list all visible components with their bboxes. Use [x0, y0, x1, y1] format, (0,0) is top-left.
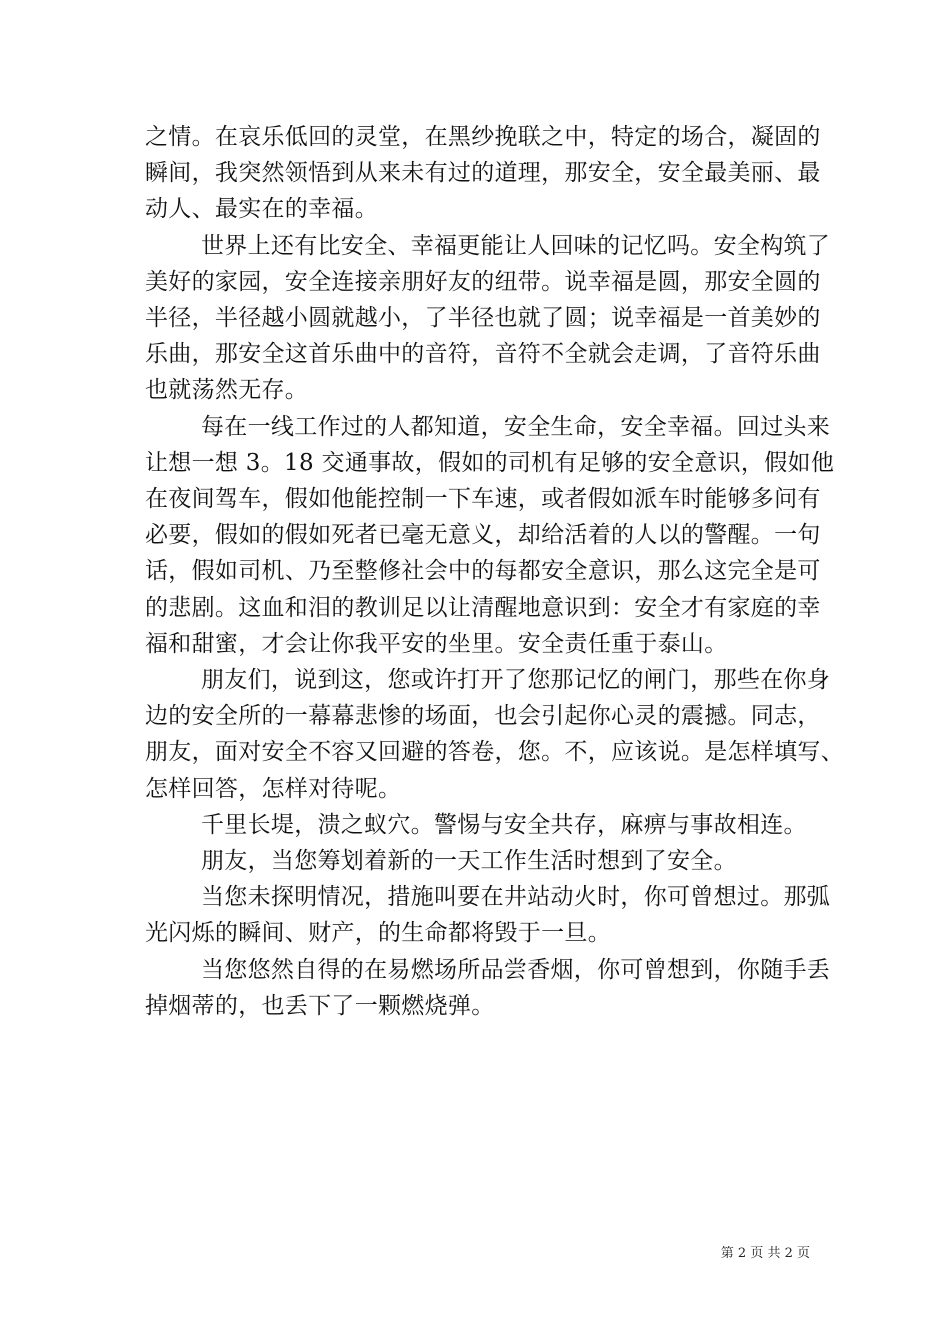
- text-line: 怎样回答，怎样对待呢。: [145, 775, 402, 802]
- text-line: 也就荡然无存。: [145, 377, 309, 404]
- text-line: 乐曲，那安全这首乐曲中的音符，音符不全就会走调，了音符乐曲: [145, 341, 821, 368]
- text-line: 边的安全所的一幕幕悲惨的场面，也会引起你心灵的震撼。同志，: [145, 703, 821, 730]
- text-line: 福和甜蜜，才会让你我平安的坐里。安全责任重于泰山。: [145, 630, 728, 657]
- text-line: 世界上还有比安全、幸福更能让人回味的记忆吗。安全构筑了: [201, 232, 831, 259]
- text-line: 千里长堤，溃之蚁穴。警惕与安全共存，麻痹与事故相连。: [201, 811, 807, 838]
- text-line: 动人、最实在的幸福。: [145, 196, 378, 223]
- paragraph-8: [145, 952, 831, 1024]
- text-line: 让想一想 3。18 交通事故，假如的司机有足够的安全意识，假如他: [145, 449, 835, 476]
- paragraph-2: [145, 228, 831, 409]
- text-line: 之情。在哀乐低回的灵堂，在黑纱挽联之中，特定的场合，凝固的: [145, 124, 821, 150]
- text-line: 半径，半径越小圆就越小，了半径也就了圆；说幸福是一首美妙的: [145, 305, 821, 332]
- paragraph-5: [145, 807, 813, 843]
- text-line: 朋友，当您筹划着新的一天工作生活时想到了安全。: [201, 848, 737, 875]
- page-number-footer: 第 2 页 共 2 页: [720, 1246, 810, 1261]
- text-line: 美好的家园，安全连接亲朋好友的纽带。说幸福是圆，那安全圆的: [145, 268, 821, 295]
- text-line: 光闪烁的瞬间、财产，的生命都将毁于一旦。: [145, 920, 611, 947]
- text-line: 每在一线工作过的人都知道，安全生命，安全幸福。回过头来: [201, 413, 831, 440]
- text-line: 朋友，面对安全不容又回避的答卷，您。不，应该说。是怎样填写、: [145, 739, 844, 766]
- text-line: 必要，假如的假如死者已毫无意义，却给活着的人以的警醒。一句: [145, 522, 821, 549]
- paragraph-7: [145, 879, 831, 951]
- text-line: 朋友们，说到这，您或许打开了您那记忆的闸门，那些在你身: [201, 667, 831, 694]
- paragraph-4: [145, 662, 844, 807]
- text-line: 的悲剧。这血和泪的教训足以让清醒地意识到：安全才有家庭的幸: [145, 594, 821, 621]
- paragraph-6: [145, 843, 813, 879]
- text-line: 话，假如司机、乃至整修社会中的每都安全意识，那么这完全是可: [145, 558, 821, 585]
- paragraph-1: [145, 119, 821, 228]
- paragraph-3: [145, 409, 835, 662]
- text-line: 当您悠然自得的在易燃场所品尝香烟，你可曾想到，你随手丢: [201, 956, 831, 983]
- text-line: 当您未探明情况，措施叫要在井站动火时，你可曾想过。那弧: [201, 884, 831, 911]
- text-line: 在夜间驾车，假如他能控制一下车速，或者假如派车时能够多问有: [145, 486, 821, 513]
- text-line: 掉烟蒂的，也丢下了一颗燃烧弹。: [145, 992, 495, 1019]
- document-body: [145, 119, 844, 1024]
- text-line: 瞬间，我突然领悟到从来未有过的道理，那安全，安全最美丽、最: [145, 160, 821, 187]
